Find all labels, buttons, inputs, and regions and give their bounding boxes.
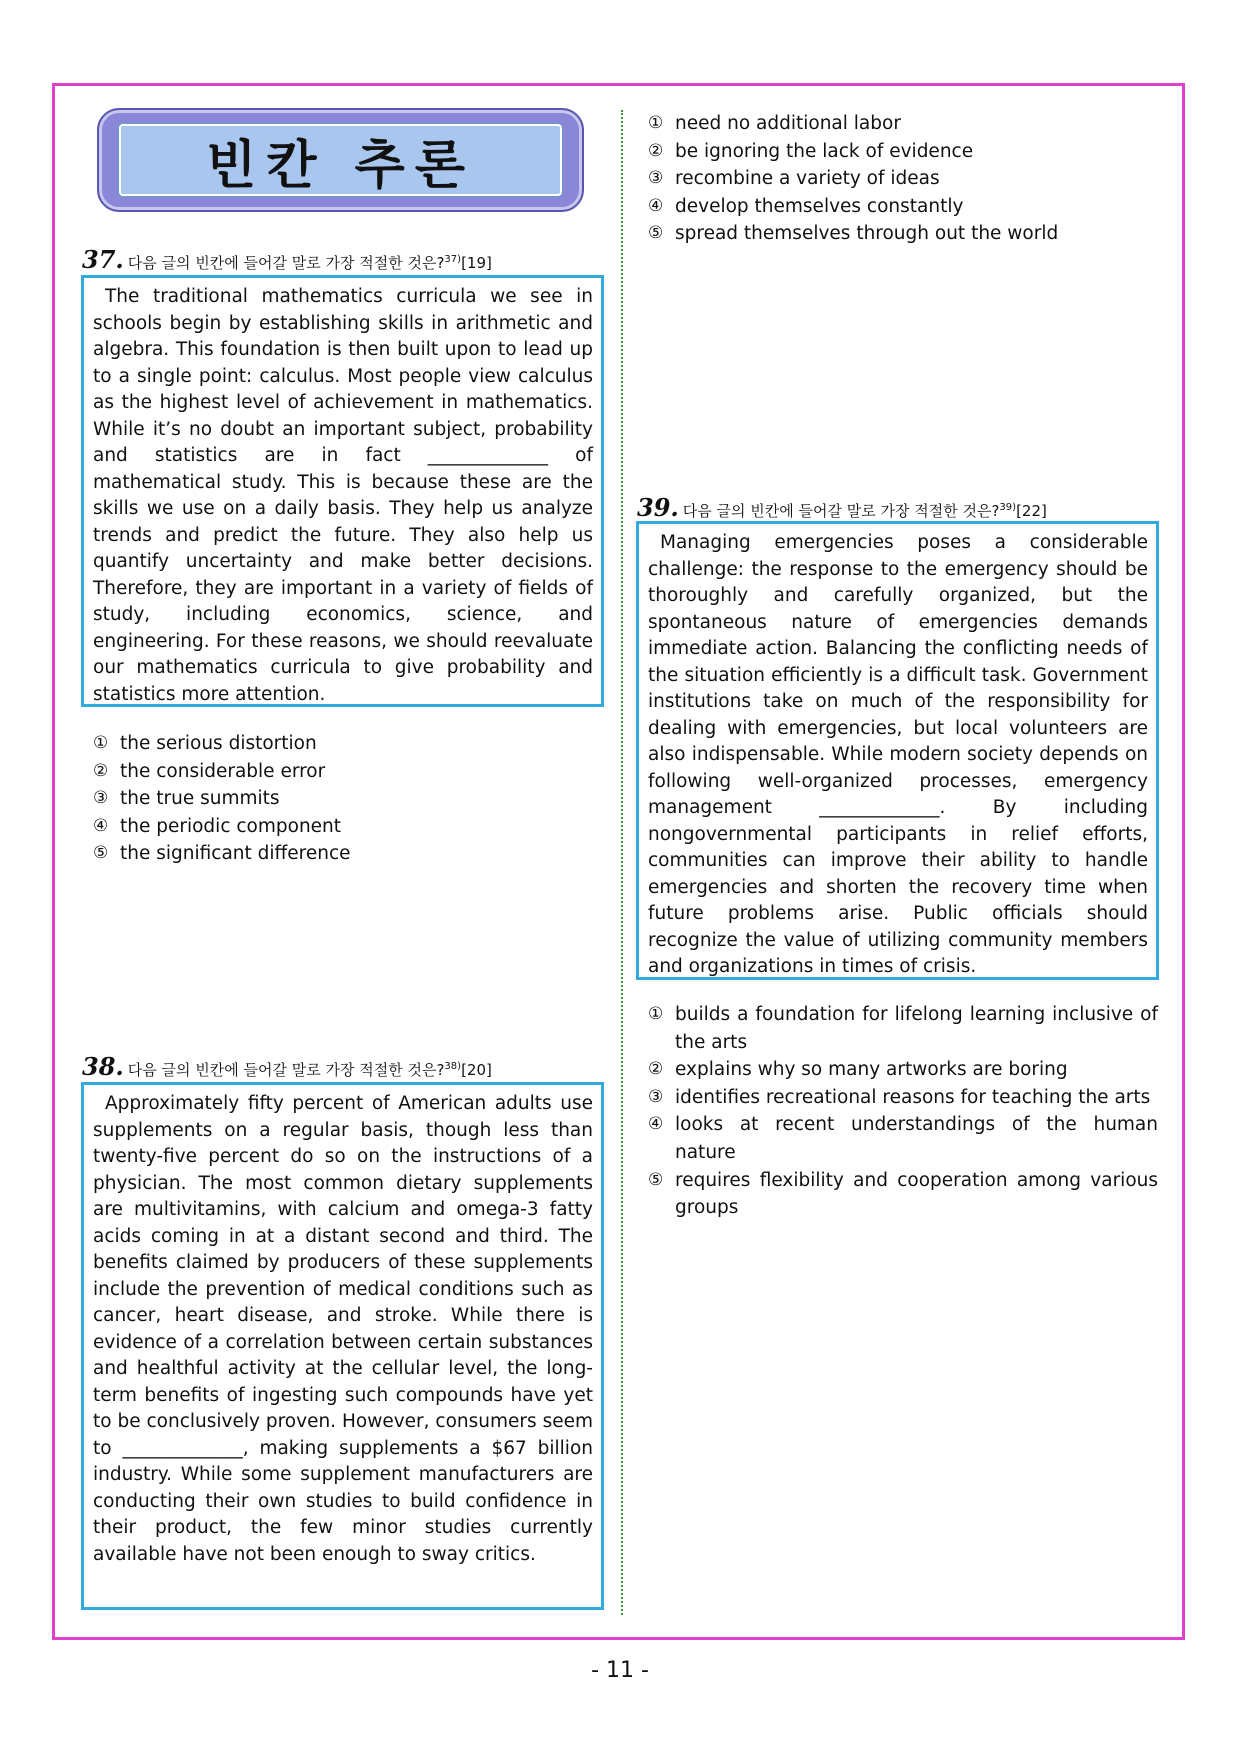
column-divider <box>621 110 623 1615</box>
option-marker: ⑤ <box>648 1169 664 1190</box>
page-number: - 11 - <box>591 1658 649 1683</box>
question-ref: 37) <box>444 254 462 265</box>
question-37-header <box>82 245 492 274</box>
option-item[interactable] <box>93 813 603 841</box>
option-item[interactable] <box>93 785 603 813</box>
option-marker: ⑤ <box>93 843 109 864</box>
option-text: develop themselves constantly <box>675 195 964 217</box>
question-37-options <box>93 730 603 868</box>
option-item[interactable] <box>648 1056 1158 1084</box>
option-item[interactable] <box>648 193 1163 221</box>
option-marker: ① <box>93 733 109 753</box>
option-text: recombine a variety of ideas <box>675 168 940 190</box>
question-39-passage-box <box>636 521 1159 980</box>
question-38-options <box>648 110 1163 248</box>
question-prompt: 다음 글의 빈칸에 들어갈 말로 가장 적절한 것은? <box>127 1061 445 1079</box>
option-item[interactable] <box>648 1111 1158 1166</box>
passage-text: The traditional mathematics curricula we see in schools begin by establishing skills in arithmetic and algebra. This foundation is then built upon to lead up to a single point: calculus. Most people view calculus as the highest level of achievement in mathematics. While it’s no doubt an important subject, probability and statistics are in fact _____________ of mathematical study. This is because these are the skills we use on a daily basis. They help us analyze trends and predict the future. They also help us quantify uncertainty and make better decisions. Therefore, they are important in a variety of fields of study, including economics, science, and engineering. For these reasons, we should reevaluate our mathematics curricula to give probability and statistics more attention. <box>93 286 593 705</box>
option-marker: ③ <box>93 788 109 809</box>
passage-text: Approximately fifty percent of American adults use supplements on a regular basis, though less than twenty-five percent do so on the instructions of a physician. The most common dietary supplements are multivitamins, with calcium and omega-3 fatty acids coming in at a distant second and third. The benefits claimed by producers of these supplements include the prevention of medical conditions such as cancer, heart disease, and stroke. While there is evidence of a correlation between certain substances and healthful activity at the cellular level, the long-term benefits of ingesting such compounds have yet to be conclusively proven. However, consumers seem to _____________, making supplements a $67 billion industry. While some supplement manufacturers are conducting their own studies to build confidence in their product, the few minor studies currently available have not been enough to sway critics. <box>93 1093 593 1565</box>
option-text: the considerable error <box>120 760 326 782</box>
question-number: 39. <box>637 493 679 522</box>
option-marker: ① <box>648 1004 664 1024</box>
option-item[interactable] <box>648 165 1163 193</box>
option-marker: ④ <box>93 815 109 836</box>
option-marker: ④ <box>648 195 664 216</box>
question-ref: 38) <box>444 1061 462 1072</box>
option-text: the periodic component <box>120 815 342 837</box>
option-marker: ① <box>648 113 664 133</box>
option-marker: ③ <box>648 168 664 189</box>
question-37-passage-box <box>81 275 604 707</box>
question-ref: 39) <box>999 502 1017 513</box>
section-title: 빈칸 추론 <box>205 135 476 196</box>
question-prompt: 다음 글의 빈칸에 들어갈 말로 가장 적절한 것은? <box>127 254 445 272</box>
option-item[interactable] <box>93 758 603 786</box>
passage-text: Managing emergencies poses a considerable challenge: the response to the emergency should be thoroughly and carefully organized, but the spontaneous nature of emergencies demands immediate action. Balancing the conflicting needs of the situation efficiently is a difficult task. Government institutions take on much of the responsibility for dealing with emergencies, but local volunteers are also indispensable. While modern society depends on following well-organized processes, emergency management _____________. By including nongovernmental participants in relief efforts, communities can improve their ability to handle emergencies and shorten the recovery time when future problems arise. Public officials should recognize the value of utilizing community members and organizations in times of crisis. <box>648 532 1148 977</box>
option-marker: ⑤ <box>648 223 664 244</box>
option-item[interactable] <box>648 1084 1158 1112</box>
question-38-passage-box <box>81 1082 604 1610</box>
option-item[interactable] <box>648 1001 1158 1056</box>
option-text: looks at recent understandings of the human nature <box>675 1114 1158 1163</box>
question-number: 37. <box>82 245 124 274</box>
option-marker: ② <box>93 760 109 781</box>
option-marker: ③ <box>648 1086 664 1107</box>
option-text: need no additional labor <box>675 113 901 134</box>
option-marker: ② <box>648 1059 664 1080</box>
section-banner-inner <box>119 124 562 196</box>
question-39-header <box>637 493 1047 522</box>
option-item[interactable] <box>648 1167 1158 1222</box>
question-prompt: 다음 글의 빈칸에 들어갈 말로 가장 적절한 것은? <box>682 502 1000 520</box>
option-text: explains why so many artworks are boring <box>675 1059 1068 1081</box>
option-text: the true summits <box>120 788 280 810</box>
question-code: [22] <box>1016 502 1047 520</box>
option-text: builds a foundation for lifelong learning inclusive of the arts <box>675 1004 1158 1053</box>
section-banner <box>97 108 584 212</box>
question-code: [19] <box>461 254 492 272</box>
question-38-header <box>82 1052 492 1081</box>
option-text: the serious distortion <box>120 733 317 754</box>
option-text: be ignoring the lack of evidence <box>675 140 974 162</box>
option-item[interactable] <box>648 220 1163 248</box>
option-text: spread themselves through out the world <box>675 223 1059 245</box>
option-text: the significant difference <box>120 843 351 865</box>
option-item[interactable] <box>648 138 1163 166</box>
option-text: identifies recreational reasons for teaching the arts <box>675 1086 1151 1108</box>
option-marker: ④ <box>648 1114 664 1135</box>
question-number: 38. <box>82 1052 124 1081</box>
option-item[interactable] <box>648 110 1163 138</box>
option-marker: ② <box>648 140 664 161</box>
question-code: [20] <box>461 1061 492 1079</box>
question-39-options <box>648 1001 1158 1222</box>
option-item[interactable] <box>93 840 603 868</box>
option-item[interactable] <box>93 730 603 758</box>
option-text: requires flexibility and cooperation among various groups <box>675 1169 1158 1219</box>
